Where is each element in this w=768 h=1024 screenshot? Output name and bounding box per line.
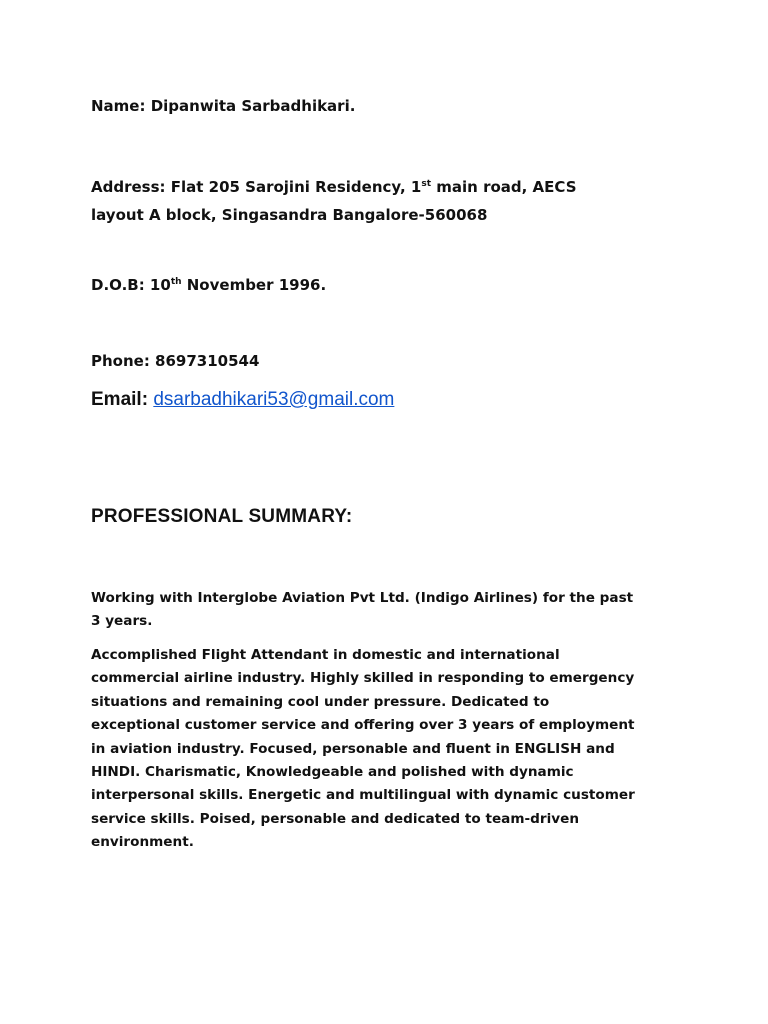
dob-line: [91, 276, 326, 294]
address-text-1b: main road, AECS: [431, 178, 577, 196]
address-text-1a: Address: Flat 205 Sarojini Residency, 1: [91, 178, 422, 196]
paragraph-line: in aviation industry. Focused, personable and fluent in ENGLISH and: [91, 740, 615, 757]
paragraph-line: Accomplished Flight Attendant in domestic and international: [91, 647, 560, 663]
paragraph-line: Working with Interglobe Aviation Pvt Ltd. (Indigo Airlines) for the past: [91, 590, 634, 606]
name-line: Name: Dipanwita Sarbadhikari.: [91, 97, 356, 115]
email-label: Email:: [91, 389, 154, 410]
paragraph-line: interpersonal skills. Energetic and multilingual with dynamic customer: [91, 787, 635, 804]
paragraph-line: 3 years.: [91, 613, 153, 630]
address-line-1: [91, 173, 691, 201]
paragraph-line: situations and remaining cool under pressure. Dedicated to: [91, 693, 550, 710]
paragraph-line: environment.: [91, 834, 194, 851]
paragraph-line: service skills. Poised, personable and dedicated to team-driven: [91, 810, 580, 827]
dob-superscript: th: [170, 277, 182, 287]
dob-text-b: November 1996.: [181, 276, 327, 294]
professional-summary-heading: PROFESSIONAL SUMMARY:: [91, 506, 353, 527]
address-superscript: st: [421, 179, 432, 189]
paragraph-line: exceptional customer service and offering over 3 years of employment: [91, 717, 635, 734]
address-block: [91, 173, 691, 229]
paragraph-line: HINDI. Charismatic, Knowledgeable and polished with dynamic: [91, 764, 574, 781]
dob-text-a: D.O.B: 10: [91, 276, 171, 294]
summary-paragraph-1: [91, 587, 691, 634]
email-link[interactable]: dsarbadhikari53@gmail.com: [153, 389, 395, 410]
paragraph-line: commercial airline industry. Highly skilled in responding to emergency: [91, 670, 635, 687]
address-line-2: layout A block, Singasandra Bangalore-560068: [91, 206, 488, 224]
phone-line: Phone: 8697310544: [91, 352, 260, 370]
summary-paragraph-2: [91, 644, 691, 855]
email-line: [91, 389, 394, 411]
